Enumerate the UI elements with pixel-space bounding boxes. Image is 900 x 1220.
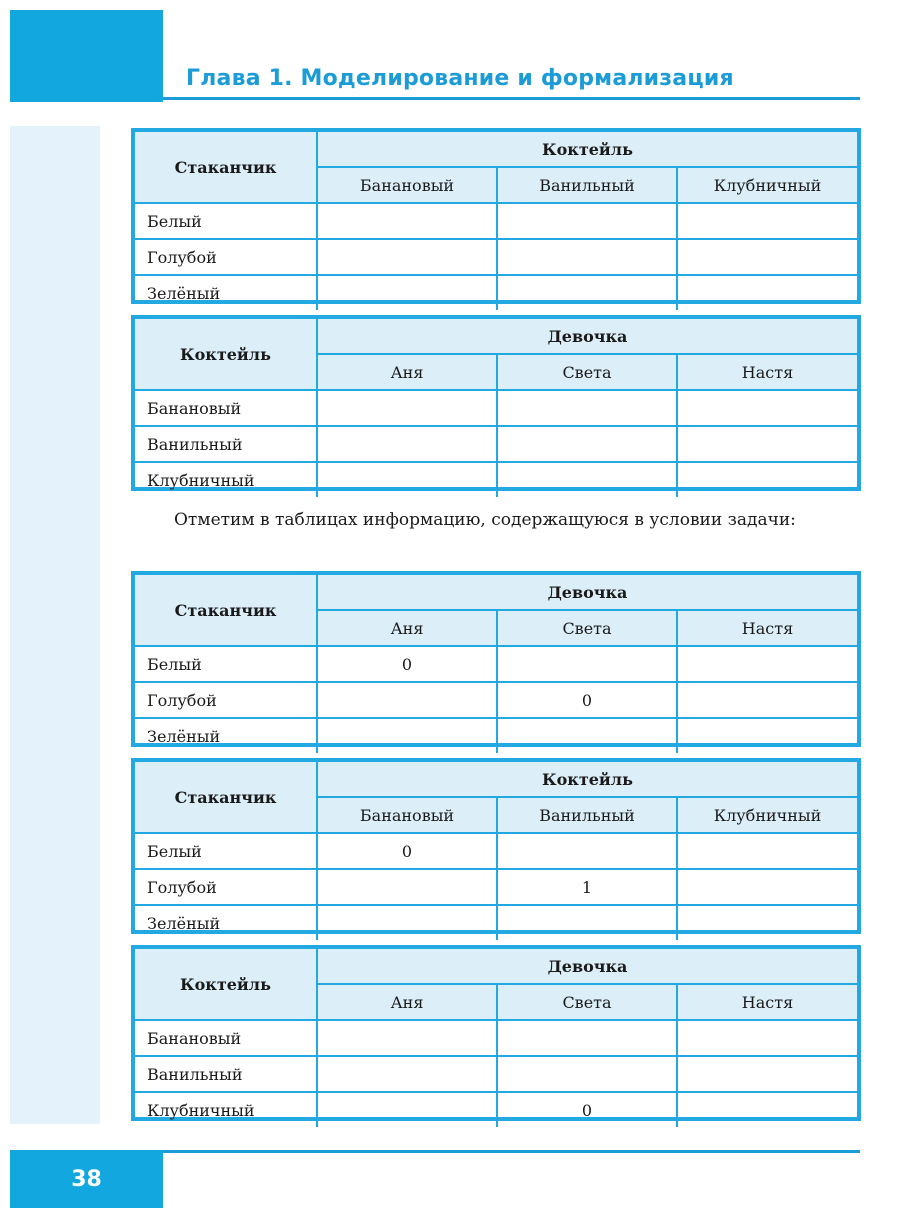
title-rule: [163, 97, 860, 100]
row-label: Голубой: [135, 869, 317, 905]
table-cell: [677, 462, 857, 497]
instruction-paragraph: Отметим в таблицах информацию, содержащуюся в условии задачи:: [174, 510, 796, 530]
table-corner-header: Стаканчик: [135, 762, 317, 833]
table-cell: [497, 462, 677, 497]
table-cell: [497, 203, 677, 239]
table-cell: [497, 275, 677, 310]
table-row: [135, 1092, 857, 1127]
column-header: Аня: [317, 354, 497, 390]
table-corner-header: Стаканчик: [135, 575, 317, 646]
table-cell: [677, 426, 857, 462]
column-header: Настя: [677, 610, 857, 646]
table-corner-header: Стаканчик: [135, 132, 317, 203]
table-cell: [677, 239, 857, 275]
table-row: [135, 1020, 857, 1056]
table-cell: 0: [317, 833, 497, 869]
table-cell: [677, 1056, 857, 1092]
table-cell: [497, 718, 677, 753]
table-cup-cocktail-empty: [131, 128, 861, 304]
table-cell: 1: [497, 869, 677, 905]
row-label: Зелёный: [135, 718, 317, 753]
row-label: Клубничный: [135, 1092, 317, 1127]
table-cell: [677, 203, 857, 239]
row-label: Белый: [135, 646, 317, 682]
table-cell: [317, 239, 497, 275]
page-number-box: [10, 1150, 163, 1208]
column-header: Банановый: [317, 797, 497, 833]
chapter-title: Глава 1. Моделирование и формализация: [186, 66, 734, 91]
table-row: [135, 1056, 857, 1092]
column-header: Ванильный: [497, 167, 677, 203]
row-label: Ванильный: [135, 1056, 317, 1092]
column-header: Света: [497, 354, 677, 390]
table-cell: [317, 869, 497, 905]
table-row: [135, 239, 857, 275]
table-cell: 0: [317, 646, 497, 682]
table-group-header: Коктейль: [317, 762, 857, 797]
table-cell: [497, 390, 677, 426]
table-cell: [497, 646, 677, 682]
table-cell: [677, 682, 857, 718]
table-row: [135, 905, 857, 940]
table-group-header: Девочка: [317, 319, 857, 354]
row-label: Банановый: [135, 1020, 317, 1056]
table-cell: [317, 462, 497, 497]
column-header: Настя: [677, 984, 857, 1020]
table-row: [135, 833, 857, 869]
table-cell: [677, 869, 857, 905]
row-label: Клубничный: [135, 462, 317, 497]
row-label: Ванильный: [135, 426, 317, 462]
table-cell: [317, 1020, 497, 1056]
table-cell: [677, 275, 857, 310]
table-row: [135, 275, 857, 310]
column-header: Клубничный: [677, 797, 857, 833]
table-row: [135, 462, 857, 497]
row-label: Зелёный: [135, 905, 317, 940]
table-cell: [677, 905, 857, 940]
table-cocktail-girl-filled: [131, 945, 861, 1121]
table-cell: [677, 1092, 857, 1127]
corner-accent-block: [10, 10, 163, 102]
table-cell: [497, 426, 677, 462]
table-row: [135, 869, 857, 905]
table-cup-girl-filled: [131, 571, 861, 747]
table-corner-header: Коктейль: [135, 319, 317, 390]
table-cocktail-girl-empty: [131, 315, 861, 491]
table-cell: [677, 718, 857, 753]
column-header: Света: [497, 610, 677, 646]
table-cell: [317, 275, 497, 310]
table-cell: [677, 390, 857, 426]
column-header: Света: [497, 984, 677, 1020]
table-cell: [497, 905, 677, 940]
row-label: Голубой: [135, 239, 317, 275]
table-row: [135, 646, 857, 682]
row-label: Банановый: [135, 390, 317, 426]
page-number: 38: [71, 1166, 102, 1192]
table-cell: [317, 390, 497, 426]
table-row: [135, 390, 857, 426]
column-header: Клубничный: [677, 167, 857, 203]
footer-rule: [163, 1150, 860, 1153]
table-cell: [317, 682, 497, 718]
column-header: Банановый: [317, 167, 497, 203]
table-cell: [497, 1056, 677, 1092]
table-group-header: Девочка: [317, 949, 857, 984]
table-group-header: Коктейль: [317, 132, 857, 167]
table-cup-cocktail-filled: [131, 758, 861, 934]
table-cell: [317, 905, 497, 940]
column-header: Настя: [677, 354, 857, 390]
table-cell: [317, 1056, 497, 1092]
table-cell: [317, 426, 497, 462]
table-cell: 0: [497, 1092, 677, 1127]
table-row: [135, 426, 857, 462]
column-header: Ванильный: [497, 797, 677, 833]
table-corner-header: Коктейль: [135, 949, 317, 1020]
table-cell: [497, 833, 677, 869]
table-cell: [497, 239, 677, 275]
side-band: [10, 126, 100, 1124]
table-row: [135, 718, 857, 753]
row-label: Белый: [135, 203, 317, 239]
row-label: Зелёный: [135, 275, 317, 310]
table-cell: [317, 718, 497, 753]
table-cell: [317, 203, 497, 239]
row-label: Белый: [135, 833, 317, 869]
table-cell: [677, 646, 857, 682]
table-cell: 0: [497, 682, 677, 718]
table-row: [135, 682, 857, 718]
row-label: Голубой: [135, 682, 317, 718]
table-cell: [677, 833, 857, 869]
table-group-header: Девочка: [317, 575, 857, 610]
column-header: Аня: [317, 984, 497, 1020]
column-header: Аня: [317, 610, 497, 646]
table-cell: [677, 1020, 857, 1056]
table-cell: [497, 1020, 677, 1056]
table-cell: [317, 1092, 497, 1127]
table-row: [135, 203, 857, 239]
